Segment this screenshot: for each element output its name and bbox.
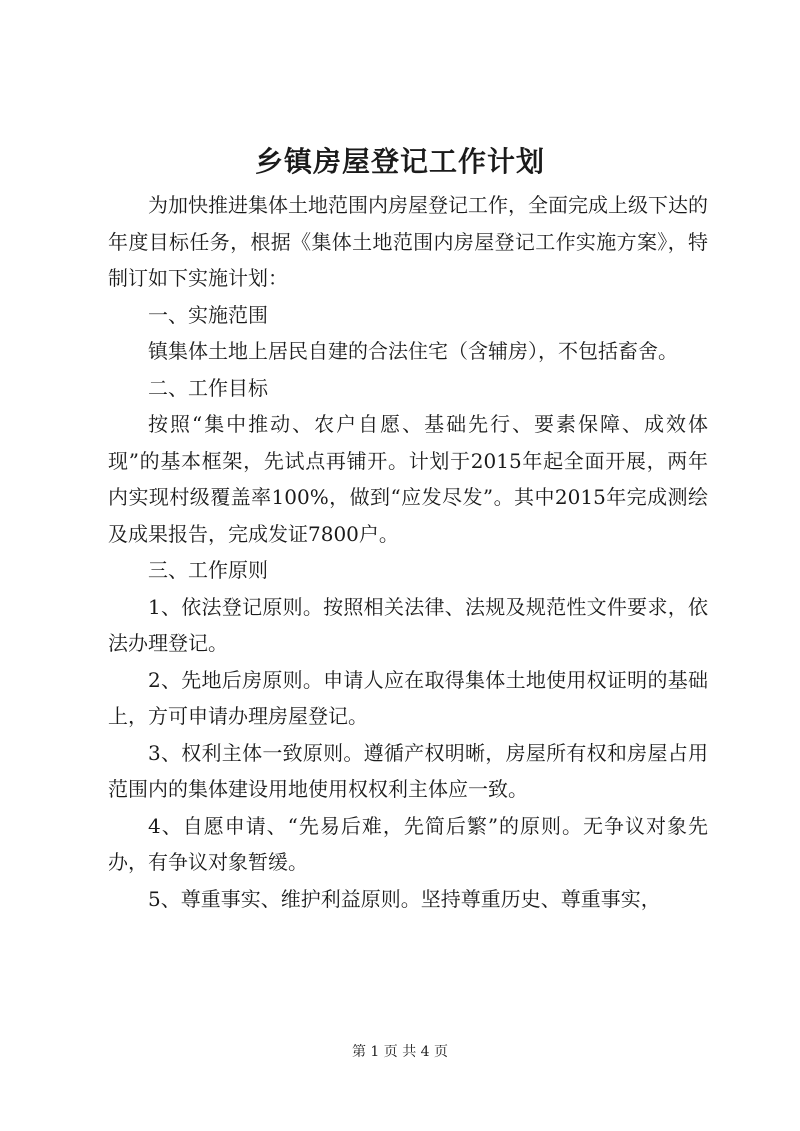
principle-item-4: 4、自愿申请、“先易后难，先简后繁”的原则。无争议对象先办，有争议对象暂缓。	[108, 813, 708, 874]
intro-paragraph: 为加快推进集体土地范围内房屋登记工作，全面完成上级下达的年度目标任务，根据《集体土地范围内房屋登记工作实施方案》，特制订如下实施计划：	[108, 193, 708, 290]
section-heading-goals: 二、工作目标	[148, 375, 268, 400]
section-heading-scope: 一、实施范围	[148, 302, 268, 327]
document-title: 乡镇房屋登记工作计划	[254, 145, 545, 178]
goals-paragraph: 按照“集中推动、农户自愿、基础先行、要素保障、成效体现”的基本框架，先试点再铺开。计划于2015年起全面开展，两年内实现村级覆盖率100%，做到“应发尽发”。其中2015年完成测绘及成果报告，完成发证7800户。	[108, 412, 708, 546]
principle-item-2: 2、先地后房原则。申请人应在取得集体土地使用权证明的基础上，方可申请办理房屋登记。	[108, 667, 708, 728]
principle-item-5: 5、尊重事实、维护利益原则。坚持尊重历史、尊重事实，	[148, 886, 661, 911]
principle-item-3: 3、权利主体一致原则。遵循产权明晰，房屋所有权和房屋占用范围内的集体建设用地使用权权利主体应一致。	[108, 740, 708, 801]
page-number-footer: 第 1 页 共 4 页	[351, 1044, 449, 1060]
principle-item-1: 1、依法登记原则。按照相关法律、法规及规范性文件要求，依法办理登记。	[108, 594, 708, 655]
section-heading-principles: 三、工作原则	[148, 558, 268, 582]
document-body	[108, 187, 708, 917]
scope-paragraph: 镇集体土地上居民自建的合法住宅（含辅房），不包括畜舍。	[148, 339, 678, 363]
